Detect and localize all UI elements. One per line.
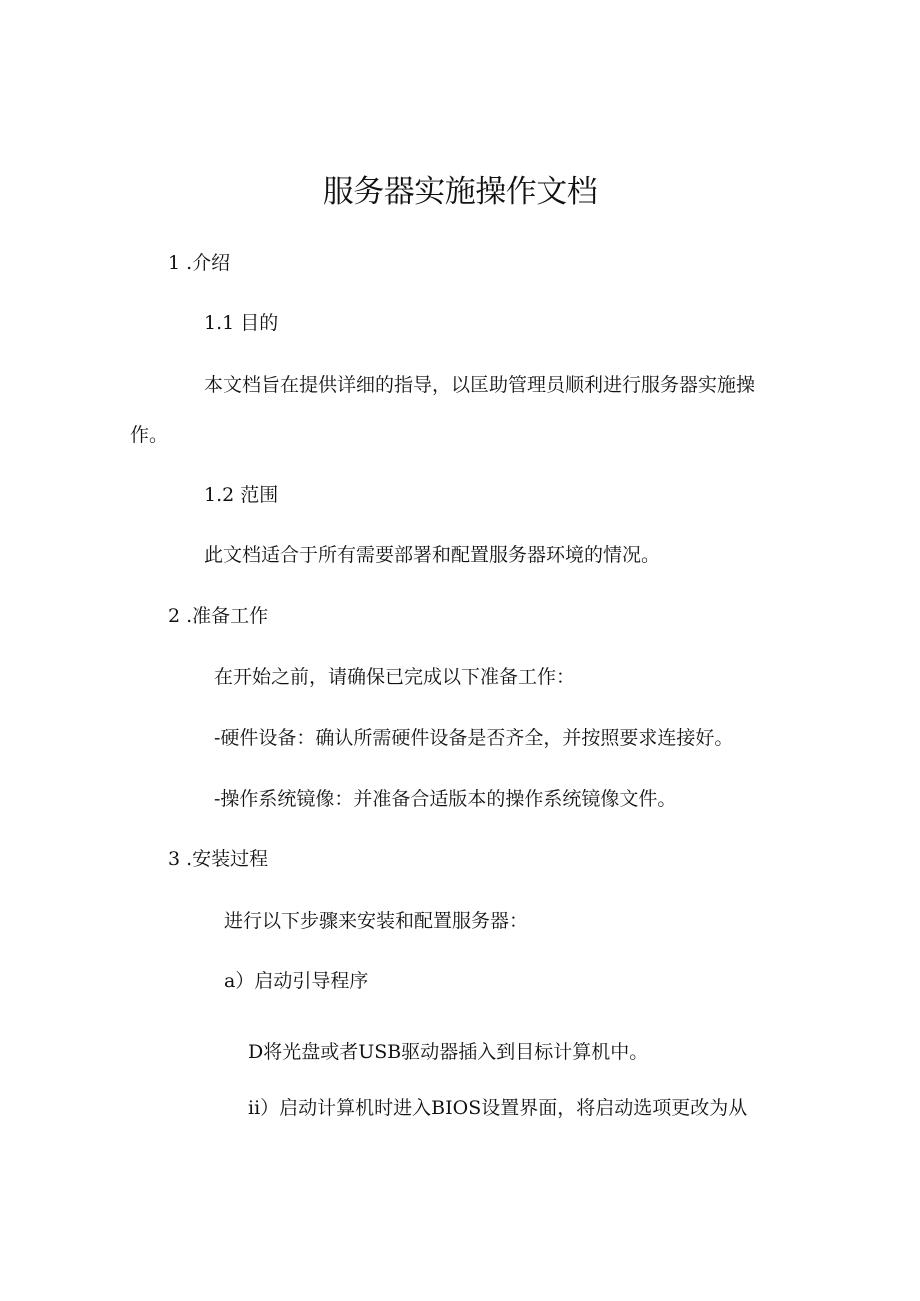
section-1-2-paragraph: 此文档适合于所有需要部署和配置服务器环境的情况。 [204, 544, 661, 566]
document-title: 服务器实施操作文档 [322, 174, 598, 210]
section-2-item-hardware: -硬件设备：确认所需硬件设备是否齐全，并按照要求连接好。 [214, 727, 734, 749]
section-1-1-paragraph: 本文档旨在提供详细的指导，以匡助管理员顺利进行服务器实施操 [204, 374, 756, 396]
section-3-step-a: a）启动引导程序 [224, 970, 369, 992]
section-1-heading: 1 .介绍 [168, 252, 231, 274]
section-2-intro: 在开始之前，请确保已完成以下准备工作： [214, 666, 576, 688]
section-3-step-a-i: D将光盘或者USB驱动器插入到目标计算机中。 [248, 1041, 649, 1063]
section-2-item-os-image: -操作系统镜像：并准备合适版本的操作系统镜像文件。 [214, 788, 677, 810]
section-1-1-heading: 1.1 目的 [204, 312, 279, 334]
section-2-heading: 2 .准备工作 [168, 605, 269, 627]
section-3-heading: 3 .安装过程 [168, 848, 269, 870]
section-3-step-a-ii: ii）启动计算机时进入BIOS设置界面，将启动选项更改为从 [248, 1097, 748, 1119]
section-1-1-paragraph-continued: 作。 [130, 424, 169, 446]
section-3-intro: 进行以下步骤来安装和配置服务器： [224, 910, 529, 932]
section-1-2-heading: 1.2 范围 [204, 484, 279, 506]
